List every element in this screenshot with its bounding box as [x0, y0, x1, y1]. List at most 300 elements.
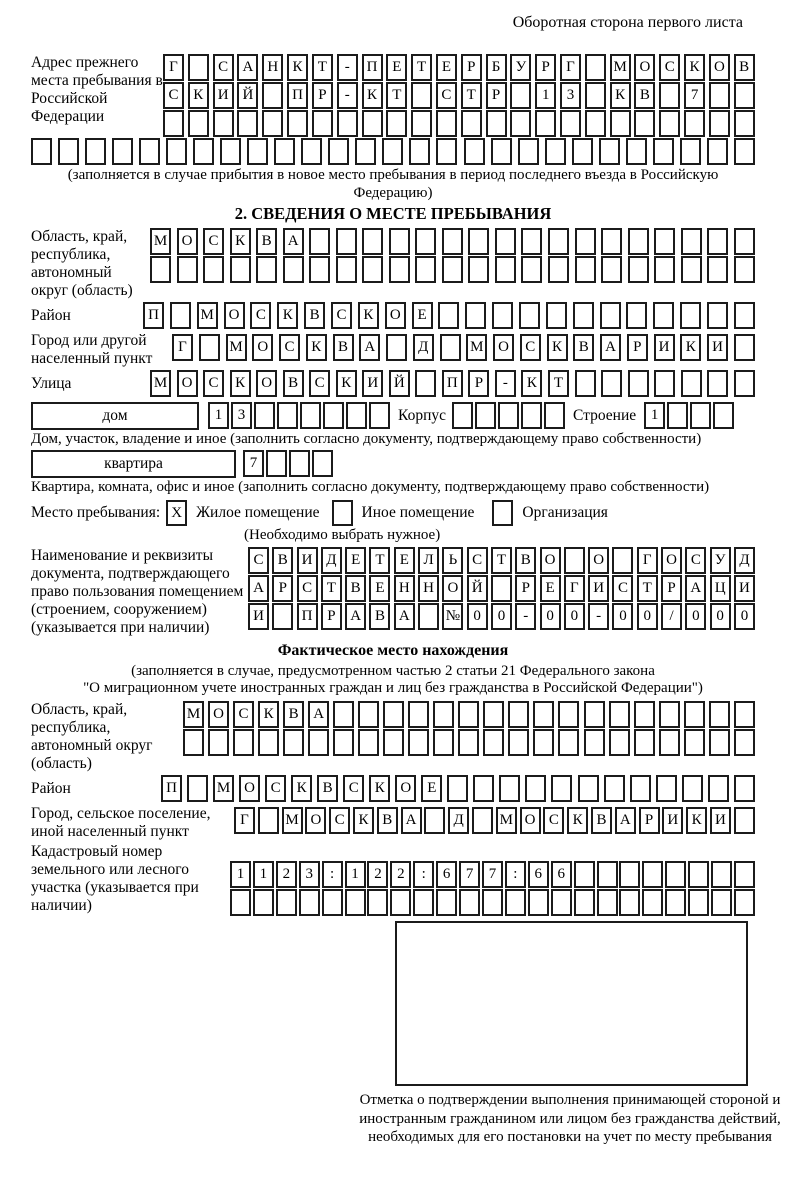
- char-cell[interactable]: [193, 138, 214, 165]
- char-cell[interactable]: М: [466, 334, 487, 361]
- char-cell[interactable]: [654, 370, 675, 397]
- char-cell[interactable]: О: [252, 334, 273, 361]
- char-cell[interactable]: О: [540, 547, 561, 574]
- char-cell[interactable]: [585, 82, 606, 109]
- char-cell[interactable]: [619, 889, 640, 916]
- char-cell[interactable]: [585, 54, 606, 81]
- char-cell[interactable]: П: [442, 370, 463, 397]
- char-cell[interactable]: [253, 889, 274, 916]
- char-cell[interactable]: [551, 889, 572, 916]
- char-cell[interactable]: [382, 138, 403, 165]
- char-cell[interactable]: 1: [644, 402, 665, 429]
- char-cell[interactable]: [601, 256, 622, 283]
- char-cell[interactable]: П: [297, 603, 318, 630]
- char-cell[interactable]: М: [183, 701, 204, 728]
- char-cell[interactable]: О: [442, 575, 463, 602]
- checkbox-organization[interactable]: [492, 500, 513, 526]
- char-cell[interactable]: М: [610, 54, 631, 81]
- char-cell[interactable]: Т: [411, 54, 432, 81]
- char-cell[interactable]: [601, 228, 622, 255]
- char-cell[interactable]: [440, 334, 461, 361]
- char-cell[interactable]: [734, 889, 755, 916]
- char-cell[interactable]: [262, 110, 283, 137]
- char-cell[interactable]: [301, 138, 322, 165]
- char-cell[interactable]: [519, 302, 540, 329]
- char-cell[interactable]: [654, 256, 675, 283]
- char-cell[interactable]: [258, 729, 279, 756]
- char-cell[interactable]: [390, 889, 411, 916]
- char-cell[interactable]: [546, 302, 567, 329]
- char-cell[interactable]: [560, 110, 581, 137]
- char-cell[interactable]: И: [248, 603, 269, 630]
- char-cell[interactable]: О: [493, 334, 514, 361]
- char-cell[interactable]: [266, 450, 287, 477]
- char-cell[interactable]: В: [333, 334, 354, 361]
- char-cell[interactable]: [558, 701, 579, 728]
- char-cell[interactable]: [626, 302, 647, 329]
- char-cell[interactable]: Т: [386, 82, 407, 109]
- char-cell[interactable]: О: [305, 807, 326, 834]
- char-cell[interactable]: [289, 450, 310, 477]
- char-cell[interactable]: [230, 256, 251, 283]
- char-cell[interactable]: [31, 138, 52, 165]
- char-cell[interactable]: [665, 861, 686, 888]
- char-cell[interactable]: [665, 889, 686, 916]
- char-cell[interactable]: [411, 82, 432, 109]
- char-cell[interactable]: [442, 228, 463, 255]
- char-cell[interactable]: [619, 861, 640, 888]
- char-cell[interactable]: [337, 110, 358, 137]
- char-cell[interactable]: [499, 775, 520, 802]
- char-cell[interactable]: [433, 729, 454, 756]
- char-cell[interactable]: 7: [482, 861, 503, 888]
- char-cell[interactable]: В: [573, 334, 594, 361]
- char-cell[interactable]: [545, 138, 566, 165]
- char-cell[interactable]: [684, 110, 705, 137]
- char-cell[interactable]: С: [685, 547, 706, 574]
- char-cell[interactable]: [572, 138, 593, 165]
- char-cell[interactable]: [309, 256, 330, 283]
- char-cell[interactable]: П: [161, 775, 182, 802]
- char-cell[interactable]: [433, 701, 454, 728]
- char-cell[interactable]: [213, 110, 234, 137]
- char-cell[interactable]: [299, 889, 320, 916]
- char-cell[interactable]: [525, 775, 546, 802]
- char-cell[interactable]: [684, 701, 705, 728]
- char-cell[interactable]: В: [515, 547, 536, 574]
- char-cell[interactable]: -: [515, 603, 536, 630]
- char-cell[interactable]: [612, 547, 633, 574]
- char-cell[interactable]: С: [233, 701, 254, 728]
- char-cell[interactable]: 0: [467, 603, 488, 630]
- char-cell[interactable]: [491, 575, 512, 602]
- char-cell[interactable]: К: [362, 82, 383, 109]
- char-cell[interactable]: [345, 889, 366, 916]
- char-cell[interactable]: [609, 729, 630, 756]
- char-cell[interactable]: [188, 110, 209, 137]
- char-cell[interactable]: Г: [234, 807, 255, 834]
- char-cell[interactable]: [438, 302, 459, 329]
- char-cell[interactable]: [597, 889, 618, 916]
- char-cell[interactable]: [508, 729, 529, 756]
- char-cell[interactable]: [734, 701, 755, 728]
- char-cell[interactable]: В: [345, 575, 366, 602]
- char-cell[interactable]: К: [306, 334, 327, 361]
- char-cell[interactable]: Р: [515, 575, 536, 602]
- char-cell[interactable]: [610, 110, 631, 137]
- char-cell[interactable]: Е: [421, 775, 442, 802]
- char-cell[interactable]: С: [331, 302, 352, 329]
- char-cell[interactable]: Д: [448, 807, 469, 834]
- char-cell[interactable]: Т: [321, 575, 342, 602]
- char-cell[interactable]: О: [224, 302, 245, 329]
- char-cell[interactable]: Е: [412, 302, 433, 329]
- char-cell[interactable]: №: [442, 603, 463, 630]
- char-cell[interactable]: [369, 402, 390, 429]
- char-cell[interactable]: [564, 547, 585, 574]
- char-cell[interactable]: [409, 138, 430, 165]
- char-cell[interactable]: [312, 450, 333, 477]
- char-cell[interactable]: С: [343, 775, 364, 802]
- char-cell[interactable]: [139, 138, 160, 165]
- char-cell[interactable]: С: [329, 807, 350, 834]
- char-cell[interactable]: Й: [467, 575, 488, 602]
- char-cell[interactable]: 3: [231, 402, 252, 429]
- char-cell[interactable]: Д: [734, 547, 755, 574]
- char-cell[interactable]: [287, 110, 308, 137]
- char-cell[interactable]: [521, 402, 542, 429]
- char-cell[interactable]: О: [634, 54, 655, 81]
- char-cell[interactable]: [708, 775, 729, 802]
- char-cell[interactable]: В: [256, 228, 277, 255]
- char-cell[interactable]: [521, 228, 542, 255]
- char-cell[interactable]: [276, 889, 297, 916]
- char-cell[interactable]: [711, 861, 732, 888]
- char-cell[interactable]: [358, 729, 379, 756]
- char-cell[interactable]: [362, 110, 383, 137]
- char-cell[interactable]: Г: [163, 54, 184, 81]
- char-cell[interactable]: К: [291, 775, 312, 802]
- char-cell[interactable]: [386, 334, 407, 361]
- char-cell[interactable]: [367, 889, 388, 916]
- char-cell[interactable]: С: [520, 334, 541, 361]
- char-cell[interactable]: [709, 729, 730, 756]
- char-cell[interactable]: [659, 82, 680, 109]
- char-cell[interactable]: К: [277, 302, 298, 329]
- char-cell[interactable]: Р: [627, 334, 648, 361]
- char-cell[interactable]: О: [177, 228, 198, 255]
- char-cell[interactable]: [312, 110, 333, 137]
- char-cell[interactable]: [688, 889, 709, 916]
- char-cell[interactable]: [183, 729, 204, 756]
- char-cell[interactable]: [634, 701, 655, 728]
- char-cell[interactable]: Е: [394, 547, 415, 574]
- char-cell[interactable]: Н: [262, 54, 283, 81]
- char-cell[interactable]: Р: [639, 807, 660, 834]
- char-cell[interactable]: Д: [413, 334, 434, 361]
- char-cell[interactable]: [630, 775, 651, 802]
- char-cell[interactable]: [548, 228, 569, 255]
- char-cell[interactable]: О: [520, 807, 541, 834]
- char-cell[interactable]: М: [282, 807, 303, 834]
- char-cell[interactable]: [707, 370, 728, 397]
- char-cell[interactable]: [574, 861, 595, 888]
- char-cell[interactable]: :: [322, 861, 343, 888]
- char-cell[interactable]: Г: [172, 334, 193, 361]
- char-cell[interactable]: И: [654, 334, 675, 361]
- char-cell[interactable]: А: [283, 228, 304, 255]
- char-cell[interactable]: [734, 302, 755, 329]
- char-cell[interactable]: И: [297, 547, 318, 574]
- char-cell[interactable]: [578, 775, 599, 802]
- char-cell[interactable]: [355, 138, 376, 165]
- char-cell[interactable]: С: [309, 370, 330, 397]
- char-cell[interactable]: С: [265, 775, 286, 802]
- char-cell[interactable]: [518, 138, 539, 165]
- char-cell[interactable]: [734, 861, 755, 888]
- char-cell[interactable]: П: [362, 54, 383, 81]
- char-cell[interactable]: Т: [312, 54, 333, 81]
- char-cell[interactable]: Т: [369, 547, 390, 574]
- char-cell[interactable]: 0: [734, 603, 755, 630]
- char-cell[interactable]: А: [394, 603, 415, 630]
- char-cell[interactable]: Р: [461, 54, 482, 81]
- char-cell[interactable]: Л: [418, 547, 439, 574]
- char-cell[interactable]: К: [686, 807, 707, 834]
- char-cell[interactable]: [734, 110, 755, 137]
- char-cell[interactable]: А: [615, 807, 636, 834]
- char-cell[interactable]: 0: [491, 603, 512, 630]
- char-cell[interactable]: [521, 256, 542, 283]
- char-cell[interactable]: 0: [685, 603, 706, 630]
- char-cell[interactable]: Е: [386, 54, 407, 81]
- char-cell[interactable]: [690, 402, 711, 429]
- char-cell[interactable]: [465, 302, 486, 329]
- char-cell[interactable]: М: [213, 775, 234, 802]
- char-cell[interactable]: [475, 402, 496, 429]
- char-cell[interactable]: [533, 701, 554, 728]
- char-cell[interactable]: А: [237, 54, 258, 81]
- char-cell[interactable]: К: [353, 807, 374, 834]
- char-cell[interactable]: [386, 110, 407, 137]
- char-cell[interactable]: [163, 110, 184, 137]
- char-cell[interactable]: [336, 228, 357, 255]
- char-cell[interactable]: [734, 138, 755, 165]
- char-cell[interactable]: [734, 729, 755, 756]
- char-cell[interactable]: 6: [551, 861, 572, 888]
- checkbox-other-premises[interactable]: [332, 500, 353, 526]
- char-cell[interactable]: Р: [661, 575, 682, 602]
- char-cell[interactable]: В: [634, 82, 655, 109]
- char-cell[interactable]: [272, 603, 293, 630]
- char-cell[interactable]: [626, 138, 647, 165]
- char-cell[interactable]: Д: [321, 547, 342, 574]
- char-cell[interactable]: [418, 603, 439, 630]
- char-cell[interactable]: [709, 701, 730, 728]
- char-cell[interactable]: С: [612, 575, 633, 602]
- char-cell[interactable]: [262, 82, 283, 109]
- char-cell[interactable]: И: [588, 575, 609, 602]
- char-cell[interactable]: В: [283, 701, 304, 728]
- char-cell[interactable]: 0: [637, 603, 658, 630]
- char-cell[interactable]: [408, 729, 429, 756]
- char-cell[interactable]: В: [317, 775, 338, 802]
- char-cell[interactable]: [358, 701, 379, 728]
- char-cell[interactable]: [585, 110, 606, 137]
- char-cell[interactable]: -: [588, 603, 609, 630]
- char-cell[interactable]: [85, 138, 106, 165]
- char-cell[interactable]: 3: [299, 861, 320, 888]
- char-cell[interactable]: П: [287, 82, 308, 109]
- char-cell[interactable]: А: [345, 603, 366, 630]
- char-cell[interactable]: Р: [312, 82, 333, 109]
- char-cell[interactable]: [309, 228, 330, 255]
- char-cell[interactable]: [237, 110, 258, 137]
- char-cell[interactable]: [461, 110, 482, 137]
- char-cell[interactable]: [482, 889, 503, 916]
- char-cell[interactable]: [283, 729, 304, 756]
- char-cell[interactable]: [495, 228, 516, 255]
- char-cell[interactable]: [203, 256, 224, 283]
- char-cell[interactable]: Е: [540, 575, 561, 602]
- char-cell[interactable]: [680, 302, 701, 329]
- char-cell[interactable]: [642, 861, 663, 888]
- char-cell[interactable]: [277, 402, 298, 429]
- char-cell[interactable]: [230, 889, 251, 916]
- char-cell[interactable]: С: [467, 547, 488, 574]
- char-cell[interactable]: [654, 228, 675, 255]
- char-cell[interactable]: [112, 138, 133, 165]
- char-cell[interactable]: С: [163, 82, 184, 109]
- char-cell[interactable]: [734, 775, 755, 802]
- char-cell[interactable]: Н: [418, 575, 439, 602]
- char-cell[interactable]: К: [230, 370, 251, 397]
- char-cell[interactable]: [505, 889, 526, 916]
- char-cell[interactable]: [346, 402, 367, 429]
- char-cell[interactable]: С: [279, 334, 300, 361]
- char-cell[interactable]: А: [685, 575, 706, 602]
- char-cell[interactable]: Ц: [710, 575, 731, 602]
- char-cell[interactable]: А: [401, 807, 422, 834]
- char-cell[interactable]: [597, 861, 618, 888]
- char-cell[interactable]: В: [283, 370, 304, 397]
- char-cell[interactable]: [574, 889, 595, 916]
- char-cell[interactable]: Т: [491, 547, 512, 574]
- char-cell[interactable]: [734, 228, 755, 255]
- char-cell[interactable]: А: [308, 701, 329, 728]
- char-cell[interactable]: [415, 370, 436, 397]
- char-cell[interactable]: С: [248, 547, 269, 574]
- char-cell[interactable]: К: [258, 701, 279, 728]
- char-cell[interactable]: О: [661, 547, 682, 574]
- char-cell[interactable]: [600, 302, 621, 329]
- char-cell[interactable]: [383, 729, 404, 756]
- char-cell[interactable]: /: [661, 603, 682, 630]
- char-cell[interactable]: [362, 228, 383, 255]
- char-cell[interactable]: [734, 370, 755, 397]
- char-cell[interactable]: А: [600, 334, 621, 361]
- char-cell[interactable]: [680, 138, 701, 165]
- char-cell[interactable]: -: [337, 54, 358, 81]
- char-cell[interactable]: О: [709, 54, 730, 81]
- char-cell[interactable]: [300, 402, 321, 429]
- char-cell[interactable]: И: [710, 807, 731, 834]
- char-cell[interactable]: [322, 889, 343, 916]
- char-cell[interactable]: [442, 256, 463, 283]
- char-cell[interactable]: О: [256, 370, 277, 397]
- char-cell[interactable]: 1: [230, 861, 251, 888]
- char-cell[interactable]: 0: [564, 603, 585, 630]
- char-cell[interactable]: В: [377, 807, 398, 834]
- char-cell[interactable]: Г: [560, 54, 581, 81]
- char-cell[interactable]: [328, 138, 349, 165]
- char-cell[interactable]: [472, 807, 493, 834]
- char-cell[interactable]: К: [188, 82, 209, 109]
- char-cell[interactable]: [510, 110, 531, 137]
- char-cell[interactable]: 0: [710, 603, 731, 630]
- char-cell[interactable]: [734, 334, 755, 361]
- char-cell[interactable]: [510, 82, 531, 109]
- char-cell[interactable]: 0: [540, 603, 561, 630]
- char-cell[interactable]: А: [248, 575, 269, 602]
- char-cell[interactable]: [508, 701, 529, 728]
- char-cell[interactable]: И: [362, 370, 383, 397]
- char-cell[interactable]: [383, 701, 404, 728]
- char-cell[interactable]: [575, 256, 596, 283]
- char-cell[interactable]: [688, 861, 709, 888]
- char-cell[interactable]: [413, 889, 434, 916]
- char-cell[interactable]: К: [547, 334, 568, 361]
- char-cell[interactable]: М: [197, 302, 218, 329]
- char-cell[interactable]: В: [304, 302, 325, 329]
- char-cell[interactable]: [707, 302, 728, 329]
- char-cell[interactable]: [408, 701, 429, 728]
- char-cell[interactable]: О: [177, 370, 198, 397]
- char-cell[interactable]: [411, 110, 432, 137]
- char-cell[interactable]: [601, 370, 622, 397]
- char-cell[interactable]: М: [226, 334, 247, 361]
- char-cell[interactable]: [468, 228, 489, 255]
- char-cell[interactable]: [659, 701, 680, 728]
- char-cell[interactable]: [170, 302, 191, 329]
- char-cell[interactable]: [599, 138, 620, 165]
- char-cell[interactable]: Г: [637, 547, 658, 574]
- char-cell[interactable]: О: [385, 302, 406, 329]
- char-cell[interactable]: [233, 729, 254, 756]
- char-cell[interactable]: [389, 228, 410, 255]
- char-cell[interactable]: 1: [208, 402, 229, 429]
- char-cell[interactable]: [573, 302, 594, 329]
- char-cell[interactable]: 1: [535, 82, 556, 109]
- char-cell[interactable]: [486, 110, 507, 137]
- char-cell[interactable]: [628, 256, 649, 283]
- char-cell[interactable]: [415, 256, 436, 283]
- char-cell[interactable]: [528, 889, 549, 916]
- char-cell[interactable]: [548, 256, 569, 283]
- char-cell[interactable]: В: [272, 547, 293, 574]
- char-cell[interactable]: [58, 138, 79, 165]
- char-cell[interactable]: [584, 701, 605, 728]
- char-cell[interactable]: [336, 256, 357, 283]
- char-cell[interactable]: [389, 256, 410, 283]
- char-cell[interactable]: М: [496, 807, 517, 834]
- char-cell[interactable]: К: [287, 54, 308, 81]
- char-cell[interactable]: Р: [272, 575, 293, 602]
- char-cell[interactable]: [681, 228, 702, 255]
- char-cell[interactable]: [667, 402, 688, 429]
- char-cell[interactable]: 1: [253, 861, 274, 888]
- char-cell[interactable]: [551, 775, 572, 802]
